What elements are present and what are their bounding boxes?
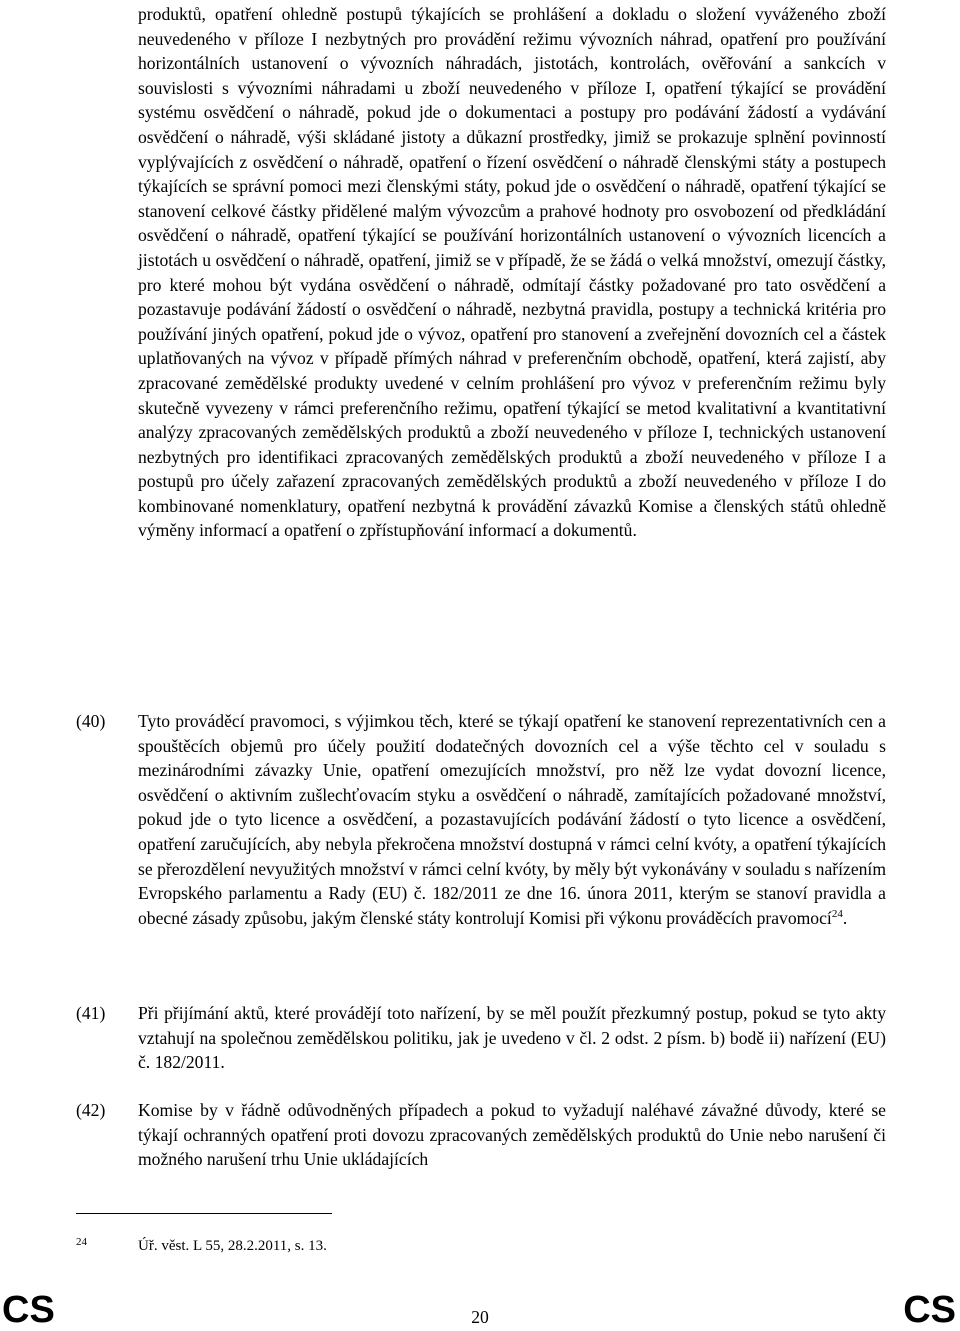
paragraph-body: Komise by v řádně odůvodněných případech a pokud to vyžadují naléhavé závažné důvody, které se týkají ochranných opatření proti dovozu zpracovaných zemědělských produktů do Unie nebo narušení či možného narušení trhu Unie ukládajících [138,1100,886,1170]
paragraph-body [138,709,886,930]
page-number: 20 [471,1307,489,1327]
footnote-text: Úř. věst. L 55, 28.2.2011, s. 13. [138,1238,327,1254]
paragraph-number: (42) [76,1100,106,1120]
footnote-separator [76,1213,332,1214]
footer-language-right: CS [903,1289,956,1331]
footer-language-left: CS [2,1289,55,1331]
footnote [76,1232,886,1256]
paragraph-text-end: . [842,907,848,928]
paragraph-40 [76,709,886,930]
paragraph-body: Při přijímání aktů, které provádějí toto nařízení, by se měl použít přezkumný postup, pokud se tyto akty vztahují na společnou zemědělskou politiku, jak je uvedeno v čl. 2 odst. 2 písm. b) bodě ii) nařízení (EU) č. 182/2011. [138,1003,886,1073]
footnote-reference[interactable]: 24 [831,907,843,920]
paragraph-41 [76,1001,886,1075]
paragraph-number: (41) [76,1003,106,1023]
continued-paragraph: produktů, opatření ohledně postupů týkajících se prohlášení a dokladu o složení vyváženého zboží neuvedeného v příloze I nezbytných pro provádění režimu vývozních náhrad, opatření pro používání horizontálních ustanovení o vývozních náhradách, jistotách, kontrolách, ověřování a sankcích v souvislosti s vývozními náhradami u zboží neuvedeného v příloze I, opatření týkající se provádění systému osvědčení o náhradě, pokud jde o dokumentaci a postupy pro podávání žádostí a vydávání osvědčení o náhradě, výši skládané jistoty a důkazní prostředky, jimiž se prokazuje splnění povinností vyplývajících z osvědčení o náhradě, opatření o řízení osvědčení o náhradě členskými státy a postupech týkajících se správní pomoci mezi členskými státy, pokud jde o osvědčení o náhradě, opatření týkající se stanovení celkové částky přidělené malým vývozcům a prahové hodnoty pro osvobození od předkládání osvědčení o náhradě, opatření týkající se používání horizontálních ustanovení o vývozních licencích a jistotách u osvědčení o náhradě, opatření, jimiž se v případě, že se žádá o velká množství, omezují částky, pro které mohou být vydána osvědčení o náhradě, odmítají částky požadované pro tato osvědčení a pozastavuje podávání žádostí o osvědčení o náhradě, nezbytná pravidla, postupy a technická kritéria pro používání jiných opatření, pokud jde o vývoz, opatření pro stanovení a zveřejnění dovozních cel a částek uplatňovaných na vývoz v případě přímých náhrad v preferenčním obchodě, opatření, která zajistí, aby zpracované zemědělské produkty uvedené v celním prohlášení pro vývoz v preferenčním režimu byly skutečně vyvezeny v rámci preferenčního režimu, opatření týkající se metod kvalitativní a kvantitativní analýzy zpracovaných zemědělských produktů a zboží neuvedeného v příloze I, technických ustanovení nezbytných pro identifikaci zpracovaných zemědělských produktů a zboží neuvedeného v příloze I a postupů pro účely zařazení zpracovaných zemědělských produktů a zboží neuvedeného v příloze I do kombinované nomenklatury, opatření nezbytná k provádění závazků Komise a členských států ohledně výměny informací a opatření o zpřístupňování informací a dokumentů. [138,4,886,541]
paragraph-42 [76,1098,886,1172]
paragraph-text: Tyto prováděcí pravomoci, s výjimkou těch, které se týkají opatření ke stanovení reprezentativních cen a spouštěcích objemů pro účely použití dodatečných dovozních cel a výše těchto cel v souladu s mezinárodními závazky Unie, opatření omezujících množství, pro něž lze vydat dovozní licence, osvědčení o aktivním zušlechťovacím styku a osvědčení o náhradě, zamítajících požadované množství, pokud jde o tyto licence a osvědčení, a pozastavujících podávání žádostí o tyto licence a osvědčení, opatření zaručujících, aby nebyla překročena množství dostupná v rámci celní kvóty, a opatření týkajících se přerozdělení nevyužitých množství v rámci celní kvóty, by měly být vykonávány v souladu s nařízením Evropského parlamentu a Rady (EU) č. 182/2011 ze dne 16. února 2011, kterým se stanoví pravidla a obecné zásady způsobu, jakým členské státy kontrolují Komisi při výkonu prováděcích pravomocí [138,711,886,928]
paragraph-number: (40) [76,711,106,731]
footnote-number: 24 [76,1236,87,1248]
